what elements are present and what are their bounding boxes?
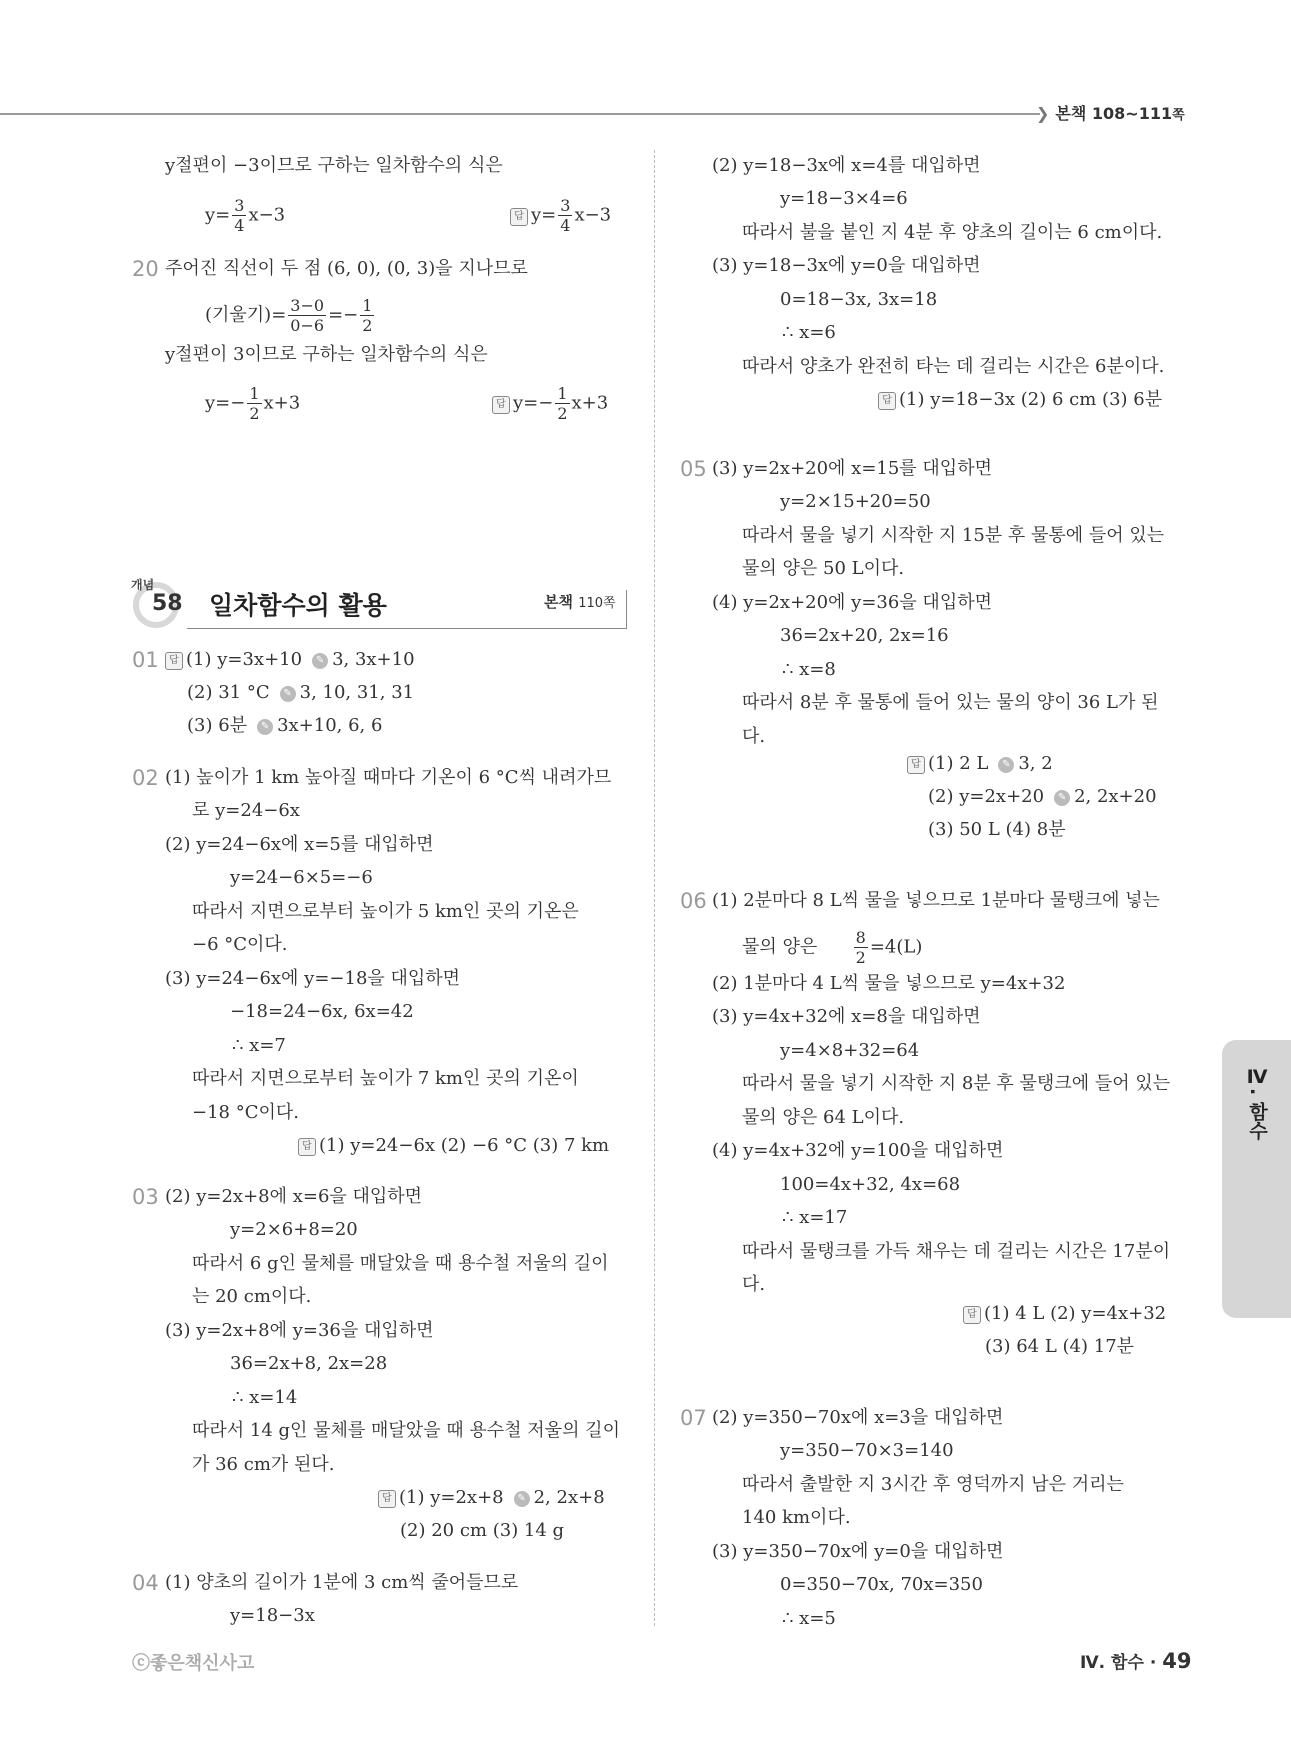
answer-icon: 답 [963, 1306, 981, 1324]
answer-text: (1) y=18−3x (2) 6 cm (3) 6분 [899, 389, 1163, 410]
answer-icon: 답 [510, 208, 528, 226]
text-line: 따라서 출발한 지 3시간 후 영덕까지 남은 거리는 [742, 1474, 1124, 1495]
answer-icon: 답 [878, 392, 896, 410]
text-line: 따라서 불을 붙인 지 4분 후 양초의 길이는 6 cm이다. [742, 222, 1163, 243]
text-line: ∴ x=8 [782, 659, 836, 680]
equation-line [205, 384, 300, 423]
denominator: 2 [249, 404, 260, 423]
eq-part: x+3 [571, 392, 609, 414]
answer-line [878, 386, 1162, 414]
text-line: 140 km이다. [742, 1507, 851, 1528]
answer-line: (3) 50 L (4) 8분 [928, 819, 1066, 840]
text-line: 로 y=24−6x [192, 800, 300, 821]
text-line: ∴ x=14 [232, 1387, 298, 1408]
text-line: 다. [742, 726, 766, 747]
answer-line [187, 712, 382, 740]
text-line: (2) 1분마다 4 L씩 물을 넣으므로 y=4x+32 [712, 973, 1066, 994]
text-line: 따라서 물을 넣기 시작한 지 8분 후 물탱크에 들어 있는 [742, 1073, 1171, 1094]
denominator: 0−6 [290, 316, 325, 335]
fill-text: 2, 2x+20 [1074, 786, 1157, 807]
text-line: y절편이 −3이므로 구하는 일차함수의 식은 [165, 155, 503, 176]
text-line: ∴ x=17 [782, 1207, 848, 1228]
problem-number: 07 [680, 1406, 707, 1430]
denominator: 2 [557, 404, 568, 423]
text-line: (1) 높이가 1 km 높아질 때마다 기온이 6 °C씩 내려가므 [165, 767, 612, 788]
problem-number: 04 [132, 1571, 159, 1595]
page-number: 49 [1162, 1649, 1192, 1673]
section-heading [133, 578, 628, 624]
text-line: ∴ x=6 [782, 322, 836, 343]
text-line: y=2×6+8=20 [230, 1219, 358, 1240]
numerator: 8 [855, 928, 866, 947]
text-line: 물의 양은 50 L이다. [742, 558, 905, 579]
answer-text: (1) y=3x+10 [186, 649, 303, 670]
text-line: 다. [742, 1274, 766, 1295]
eq-part: (기울기)= [205, 304, 287, 326]
answer-line [492, 384, 608, 423]
header-rule [0, 113, 1040, 115]
text-line: 따라서 지면으로부터 높이가 5 km인 곳의 기온은 [192, 901, 579, 922]
answer-line [378, 1484, 605, 1512]
footer-chapter: Ⅳ. 함수 · [1080, 1653, 1157, 1673]
pen-icon: ✎ [514, 1491, 530, 1507]
text-line: 0=350−70x, 70x=350 [780, 1574, 983, 1595]
text-line: (2) y=2x+8에 x=6을 대입하면 [165, 1186, 423, 1207]
numerator: 1 [362, 296, 373, 315]
answer-line [298, 1132, 609, 1160]
answer-icon: 답 [378, 1490, 396, 1508]
text-line: 0=18−3x, 3x=18 [780, 289, 938, 310]
text-line: y=24−6×5=−6 [230, 867, 373, 888]
answer-line [907, 750, 1053, 778]
text-line: 36=2x+8, 2x=28 [230, 1353, 388, 1374]
text-line: (2) y=350−70x에 x=3을 대입하면 [712, 1407, 1004, 1428]
text-line: y=4×8+32=64 [780, 1040, 920, 1061]
text-line: (3) y=2x+8에 y=36을 대입하면 [165, 1320, 434, 1341]
text-line: −18=24−6x, 6x=42 [230, 1001, 414, 1022]
chevron-right-icon: ❯ [1036, 104, 1050, 123]
text-line: 따라서 14 g인 물체를 매달았을 때 용수철 저울의 길이 [192, 1420, 620, 1441]
eq-part: x+3 [263, 392, 301, 414]
text-line: y=18−3x [230, 1605, 315, 1626]
fill-text: 3, 10, 31, 31 [299, 682, 415, 703]
fraction [288, 296, 326, 335]
eq-part: x−3 [574, 204, 612, 226]
fill-text: 2, 2x+8 [533, 1487, 605, 1508]
fraction [360, 296, 374, 335]
footer-page-info [1080, 1648, 1191, 1673]
chapter-side-tab [1222, 1040, 1291, 1318]
problem-number: 01 [132, 648, 159, 672]
answer-line [187, 679, 414, 707]
header-ref-suffix: 쪽 [1172, 108, 1185, 123]
text-line: 따라서 물탱크를 가득 채우는 데 걸리는 시간은 17분이 [742, 1241, 1171, 1262]
text-line: 는 20 cm이다. [192, 1286, 312, 1307]
eq-part: =4(L) [869, 936, 923, 958]
denominator: 2 [362, 316, 373, 335]
answer-line [928, 783, 1157, 811]
section-ref-label: 본책 [544, 593, 573, 611]
answer-line: (3) 64 L (4) 17분 [985, 1336, 1135, 1357]
text-line: ∴ x=5 [782, 1608, 836, 1629]
pen-icon: ✎ [312, 653, 328, 669]
fraction [558, 196, 572, 235]
text-line: (1) 양초의 길이가 1분에 3 cm씩 줄어들므로 [165, 1572, 519, 1593]
answer-icon: 답 [492, 396, 510, 414]
text-line: 36=2x+20, 2x=16 [780, 625, 949, 646]
answer-icon: 답 [298, 1138, 316, 1156]
fill-text: 3, 3x+10 [332, 649, 415, 670]
answer-text: (3) 6분 [187, 715, 248, 736]
text-line: (3) y=18−3x에 y=0을 대입하면 [712, 255, 981, 276]
text-line: y=350−70×3=140 [780, 1440, 954, 1461]
denominator: 2 [855, 948, 866, 967]
numerator: 1 [249, 384, 260, 403]
numerator: 1 [557, 384, 568, 403]
header-ref-label: 본책 [1055, 104, 1087, 123]
eq-part: 물의 양은 [742, 936, 818, 958]
fraction [232, 196, 246, 235]
column-divider [654, 150, 655, 1626]
eq-part: =− [328, 304, 359, 326]
fraction [854, 928, 868, 967]
text-line: 가 36 cm가 된다. [192, 1454, 335, 1475]
publisher-logo: ⓒ좋은책신사고 [132, 1653, 255, 1674]
pen-icon: ✎ [280, 686, 296, 702]
section-ref [544, 591, 616, 612]
answer-text: (1) y=2x+8 [399, 1487, 504, 1508]
text-line: (1) 2분마다 8 L씩 물을 넣으므로 1분마다 물탱크에 넣는 [712, 890, 1160, 911]
text-line: 따라서 8분 후 물통에 들어 있는 물의 양이 36 L가 된 [742, 692, 1159, 713]
text-line: (2) y=18−3x에 x=4를 대입하면 [712, 155, 981, 176]
text-line: 따라서 양초가 완전히 타는 데 걸리는 시간은 6분이다. [742, 356, 1165, 377]
text-line: −6 °C이다. [192, 934, 288, 955]
answer-text: (1) 2 L [928, 753, 989, 774]
answer-icon: 답 [165, 652, 183, 670]
numerator: 3 [234, 196, 245, 215]
text-line: (3) y=350−70x에 y=0을 대입하면 [712, 1541, 1004, 1562]
fill-text: 3x+10, 6, 6 [277, 715, 383, 736]
text-line: 따라서 6 g인 물체를 매달았을 때 용수철 저울의 길이 [192, 1253, 609, 1274]
text-line: (4) y=2x+20에 y=36을 대입하면 [712, 592, 992, 613]
section-title: 일차함수의 활용 [209, 591, 387, 620]
problem-number: 02 [132, 766, 159, 790]
text-line: 물의 양은 64 L이다. [742, 1107, 905, 1128]
denominator: 4 [560, 216, 571, 235]
problem-number: 05 [680, 457, 707, 481]
text-line: 따라서 지면으로부터 높이가 7 km인 곳의 기온이 [192, 1068, 579, 1089]
answer-text: (1) 4 L (2) y=4x+32 [984, 1303, 1167, 1324]
header-page-reference [1036, 101, 1185, 124]
eq-part: y= [205, 204, 231, 226]
numerator: 3−0 [290, 296, 325, 315]
eq-part: x−3 [248, 204, 286, 226]
fraction [247, 384, 261, 423]
equation-line [742, 928, 922, 967]
text-line: (3) y=24−6x에 y=−18을 대입하면 [165, 968, 461, 989]
text-line: (4) y=4x+32에 y=100을 대입하면 [712, 1140, 1004, 1161]
text-line: (2) y=24−6x에 x=5를 대입하면 [165, 834, 434, 855]
text-line: ∴ x=7 [232, 1035, 286, 1056]
eq-part: y=− [513, 392, 554, 414]
problem-number: 06 [680, 889, 707, 913]
fill-text: 3, 2 [1018, 753, 1053, 774]
text-line: y=18−3×4=6 [780, 188, 908, 209]
text-line: y=2×15+20=50 [780, 491, 931, 512]
answer-line [165, 646, 415, 674]
answer-text: (1) y=24−6x (2) −6 °C (3) 7 km [319, 1135, 610, 1156]
text-line: (3) y=4x+32에 x=8을 대입하면 [712, 1006, 981, 1027]
section-bracket [626, 590, 627, 628]
numerator: 3 [560, 196, 571, 215]
text-line: −18 °C이다. [192, 1102, 299, 1123]
answer-line: (2) 20 cm (3) 14 g [400, 1520, 565, 1541]
fraction [555, 384, 569, 423]
problem-number: 03 [132, 1185, 159, 1209]
eq-part: y=− [205, 392, 246, 414]
denominator: 4 [234, 216, 245, 235]
section-underline [187, 628, 627, 629]
answer-icon: 답 [907, 756, 925, 774]
eq-part: y= [531, 204, 557, 226]
section-word: 개념 [131, 578, 155, 592]
text-line: 주어진 직선이 두 점 (6, 0), (0, 3)을 지나므로 [165, 258, 528, 279]
equation-line [205, 196, 285, 235]
pen-icon: ✎ [1054, 790, 1070, 806]
text-line: y절편이 3이므로 구하는 일차함수의 식은 [165, 344, 488, 365]
section-ref-page: 110쪽 [578, 596, 616, 611]
answer-text: (2) 31 °C [187, 682, 270, 703]
problem-number: 20 [132, 257, 159, 281]
answer-line [510, 196, 611, 235]
text-line: 따라서 물을 넣기 시작한 지 15분 후 물통에 들어 있는 [742, 525, 1165, 546]
text-line: (3) y=2x+20에 x=15를 대입하면 [712, 458, 992, 479]
pen-icon: ✎ [998, 757, 1014, 773]
text-line: 100=4x+32, 4x=68 [780, 1174, 961, 1195]
section-number: 58 [152, 591, 183, 616]
answer-line [963, 1300, 1166, 1328]
header-ref-pages: 108~111 [1091, 104, 1173, 123]
pen-icon: ✎ [257, 719, 273, 735]
answer-text: (2) y=2x+20 [928, 786, 1045, 807]
equation-line [205, 296, 376, 335]
chapter-side-tab-label: Ⅳ. 함수 [1246, 1066, 1268, 1140]
